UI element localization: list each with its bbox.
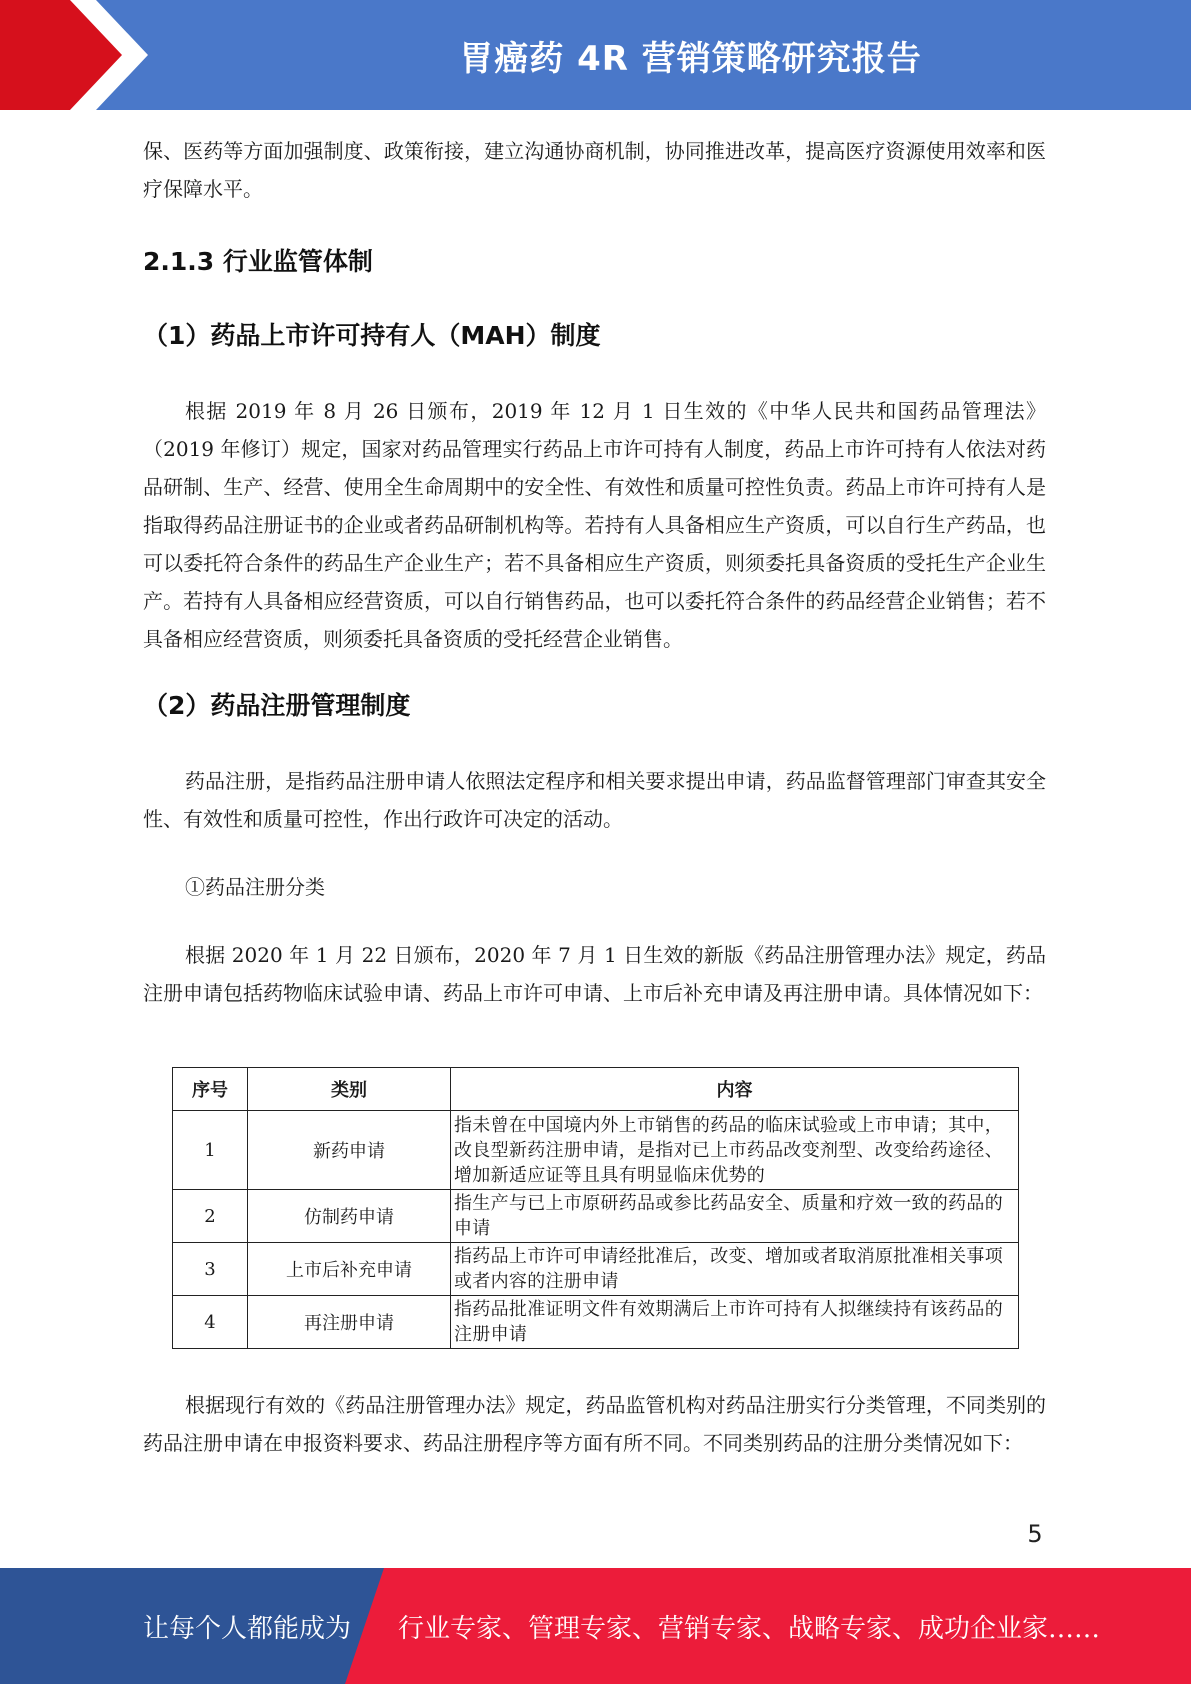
footer-slogan-left: 让每个人都能成为	[143, 1613, 352, 1644]
column-header-type: 类别	[248, 1068, 451, 1111]
row-number: 2	[173, 1190, 248, 1243]
table-row	[173, 1111, 1019, 1190]
subsection-heading-registration: （2）药品注册管理制度	[143, 691, 411, 720]
list-item-registration-category: ①药品注册分类	[185, 875, 325, 899]
row-type: 新药申请	[248, 1111, 451, 1190]
header-banner	[0, 0, 1191, 110]
paragraph-mah: 根据 2019 年 8 月 26 日颁布，2019 年 12 月 1 日生效的《中华人民共和国药品管理法》（2019 年修订）规定，国家对药品管理实行药品上市许可持有人制度，药品上市许可持有人依法对药品研制、生产、经营、使用全生命周期中的安全性、有效性和质量可控性负责。药品上市许可持有人是指取得药品注册证书的企业或者药品研制机构等。若持有人具备相应生产资质，可以自行生产药品，也可以委托符合条件的药品生产企业生产；若不具备相应生产资质，则须委托具备资质的受托生产企业生产。若持有人具备相应经营资质，可以自行销售药品，也可以委托符合条件的药品经营企业销售；若不具备相应经营资质，则须委托具备资质的受托经营企业销售。	[143, 399, 1046, 651]
report-title: 胃癌药 4R 营销策略研究报告	[459, 38, 922, 79]
footer-slogan-right: 行业专家、管理专家、营销专家、战略专家、成功企业家……	[398, 1613, 1101, 1644]
row-number: 4	[173, 1296, 248, 1349]
table-header-row	[173, 1068, 1019, 1111]
table-row	[173, 1296, 1019, 1349]
page-number: 5	[1027, 1520, 1043, 1548]
row-type: 上市后补充申请	[248, 1243, 451, 1296]
row-content: 指药品批准证明文件有效期满后上市许可持有人拟继续持有该药品的注册申请	[451, 1296, 1019, 1349]
section-heading-2-1-3: 2.1.3 行业监管体制	[143, 247, 373, 276]
table-row	[173, 1243, 1019, 1296]
column-header-content: 内容	[451, 1068, 1019, 1111]
table-row	[173, 1190, 1019, 1243]
registration-table	[172, 1067, 1019, 1349]
row-type: 仿制药申请	[248, 1190, 451, 1243]
row-content: 指药品上市许可申请经批准后，改变、增加或者取消原批准相关事项或者内容的注册申请	[451, 1243, 1019, 1296]
row-number: 3	[173, 1243, 248, 1296]
row-content: 指未曾在中国境内外上市销售的药品的临床试验或上市申请；其中，改良型新药注册申请，是指对已上市药品改变剂型、改变给药途径、增加新适应证等且具有明显临床优势的	[451, 1111, 1019, 1190]
row-number: 1	[173, 1111, 248, 1190]
footer-banner	[0, 1568, 1191, 1684]
document-body	[143, 132, 1046, 1012]
paragraph-registration-definition: 药品注册，是指药品注册申请人依照法定程序和相关要求提出申请，药品监督管理部门审查其安全性、有效性和质量可控性，作出行政许可决定的活动。	[143, 769, 1046, 831]
row-content: 指生产与已上市原研药品或参比药品安全、质量和疗效一致的药品的申请	[451, 1190, 1019, 1243]
document-body-after-table	[143, 1386, 1046, 1462]
paragraph-registration-rules: 根据 2020 年 1 月 22 日颁布，2020 年 7 月 1 日生效的新版《药品注册管理办法》规定，药品注册申请包括药物临床试验申请、药品上市许可申请、上市后补充申请及再注册申请。具体情况如下：	[143, 943, 1046, 1005]
row-type: 再注册申请	[248, 1296, 451, 1349]
paragraph-continued: 保、医药等方面加强制度、政策衔接，建立沟通协商机制，协同推进改革，提高医疗资源使用效率和医疗保障水平。	[143, 139, 1046, 201]
subsection-heading-mah: （1）药品上市许可持有人（MAH）制度	[143, 321, 601, 350]
paragraph-classification: 根据现行有效的《药品注册管理办法》规定，药品监管机构对药品注册实行分类管理，不同类别的药品注册申请在申报资料要求、药品注册程序等方面有所不同。不同类别药品的注册分类情况如下：	[143, 1393, 1046, 1455]
column-header-no: 序号	[173, 1068, 248, 1111]
